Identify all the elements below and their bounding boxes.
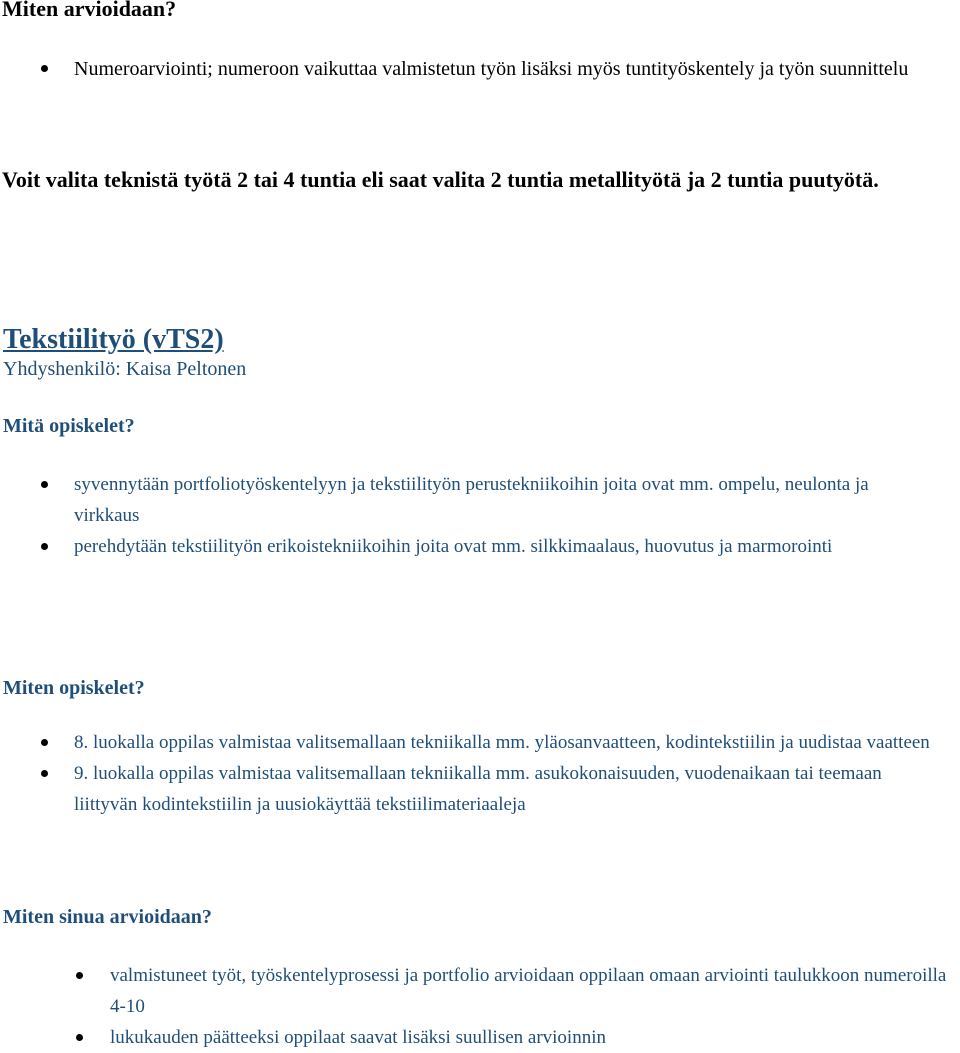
contact-person: Yhdyshenkilö: Kaisa Peltonen xyxy=(3,358,247,380)
list-item-text: 8. luokalla oppilas valmistaa valitsemallaan tekniikalla mm. yläosanvaatteen, kodintekstiilin ja uudistaa vaatteen xyxy=(74,732,930,753)
list-item xyxy=(0,758,960,820)
bullet-icon xyxy=(41,481,48,488)
list-item xyxy=(0,469,960,531)
list-item xyxy=(0,1022,960,1053)
bullet-icon xyxy=(76,972,83,979)
elective-note: Voit valita teknistä työtä 2 tai 4 tuntia eli saat valita 2 tuntia metallityötä ja 2 tuntia puutyötä. xyxy=(2,167,879,192)
what-list xyxy=(0,469,960,562)
list-item-text: perehdytään tekstiilityön erikoistekniikoihin joita ovat mm. silkkimaalaus, huovutus ja marmorointi xyxy=(74,536,833,557)
course-title: Tekstiilityö (vTS2) xyxy=(3,324,224,355)
list-item-text: 9. luokalla oppilas valmistaa valitsemallaan tekniikalla mm. asukokonaisuuden, vuodenaikaan tai teemaan liittyvän kodintekstiilin ja uusiokäyttää tekstiilimateriaaleja xyxy=(74,763,882,815)
list-item xyxy=(0,960,960,1022)
heading-miten-sinua-arvioidaan: Miten sinua arvioidaan? xyxy=(3,906,212,928)
heading-miten-opiskelet: Miten opiskelet? xyxy=(3,677,145,699)
list-item-text: lukukauden päätteeksi oppilaat saavat lisäksi suullisen arvioinnin xyxy=(110,1027,606,1048)
heading-mita-opiskelet: Mitä opiskelet? xyxy=(3,415,135,437)
bullet-icon xyxy=(41,739,48,746)
how-list xyxy=(0,727,960,820)
bullet-icon xyxy=(76,1034,83,1041)
list-item xyxy=(0,727,960,758)
list-item xyxy=(0,56,960,82)
list-item-text: valmistuneet työt, työskentelyprosessi ja portfolio arvioidaan oppilaan omaan arviointi taulukkoon numeroilla 4-10 xyxy=(110,965,947,1017)
heading-miten-arvioidaan: Miten arvioidaan? xyxy=(2,0,177,21)
bullet-icon xyxy=(41,770,48,777)
bullet-icon xyxy=(41,65,48,72)
list-item-text: Numeroarviointi; numeroon vaikuttaa valmistetun työn lisäksi myös tuntityöskentely ja työn suunnittelu xyxy=(74,58,909,80)
list-item xyxy=(0,531,960,562)
bullet-icon xyxy=(41,543,48,550)
list-item-text: syvennytään portfoliotyöskentelyyn ja tekstiilityön perustekniikoihin joita ovat mm. ompelu, neulonta ja virkkaus xyxy=(74,474,869,526)
grading-list xyxy=(0,56,960,82)
assess-list xyxy=(0,960,960,1053)
